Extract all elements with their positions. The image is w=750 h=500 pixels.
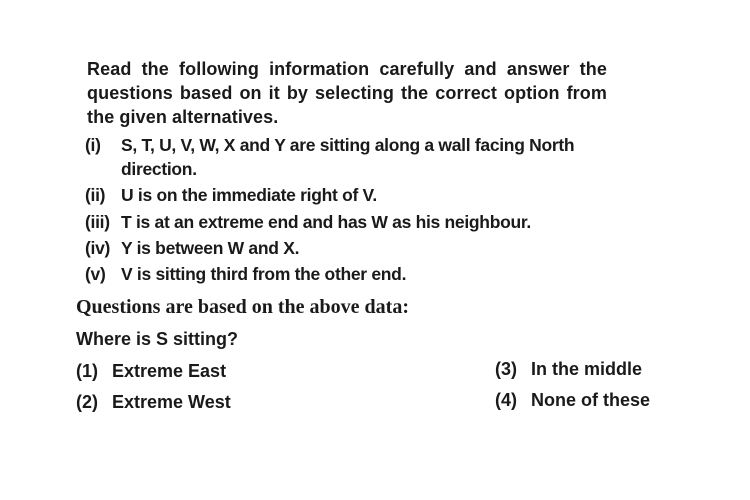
- option-text: In the middle: [531, 359, 643, 379]
- option-text: Extreme West: [112, 392, 231, 412]
- statement-text: T is at an extreme end and has W as his neighbour.: [121, 212, 531, 232]
- option-4[interactable]: [495, 388, 650, 412]
- instructions-paragraph: Read the following information carefully and answer the questions based on it by selecting the correct option from the given alternatives.: [87, 59, 607, 127]
- option-number: (2): [76, 392, 98, 412]
- option-number: (1): [76, 361, 98, 381]
- option-2[interactable]: [76, 390, 231, 414]
- statement-number: (v): [85, 264, 106, 284]
- questions-heading: Questions are based on the above data:: [76, 296, 409, 318]
- statement-text: S, T, U, V, W, X and Y are sitting along a wall facing North direction.: [121, 135, 575, 179]
- statement-text: Y is between W and X.: [121, 238, 300, 258]
- statement-number: (iv): [85, 238, 111, 258]
- statement-number: (ii): [85, 185, 106, 205]
- option-number: (4): [495, 390, 517, 410]
- option-text: None of these: [531, 390, 651, 410]
- option-1[interactable]: [76, 359, 226, 383]
- question-text: Where is S sitting?: [76, 329, 239, 349]
- option-3[interactable]: [495, 357, 642, 381]
- statement-text: U is on the immediate right of V.: [121, 185, 377, 205]
- statement-number: (i): [85, 135, 101, 155]
- statement-number: (iii): [85, 212, 110, 232]
- statement-text: V is sitting third from the other end.: [121, 264, 407, 284]
- option-number: (3): [495, 359, 517, 379]
- option-text: Extreme East: [112, 361, 227, 381]
